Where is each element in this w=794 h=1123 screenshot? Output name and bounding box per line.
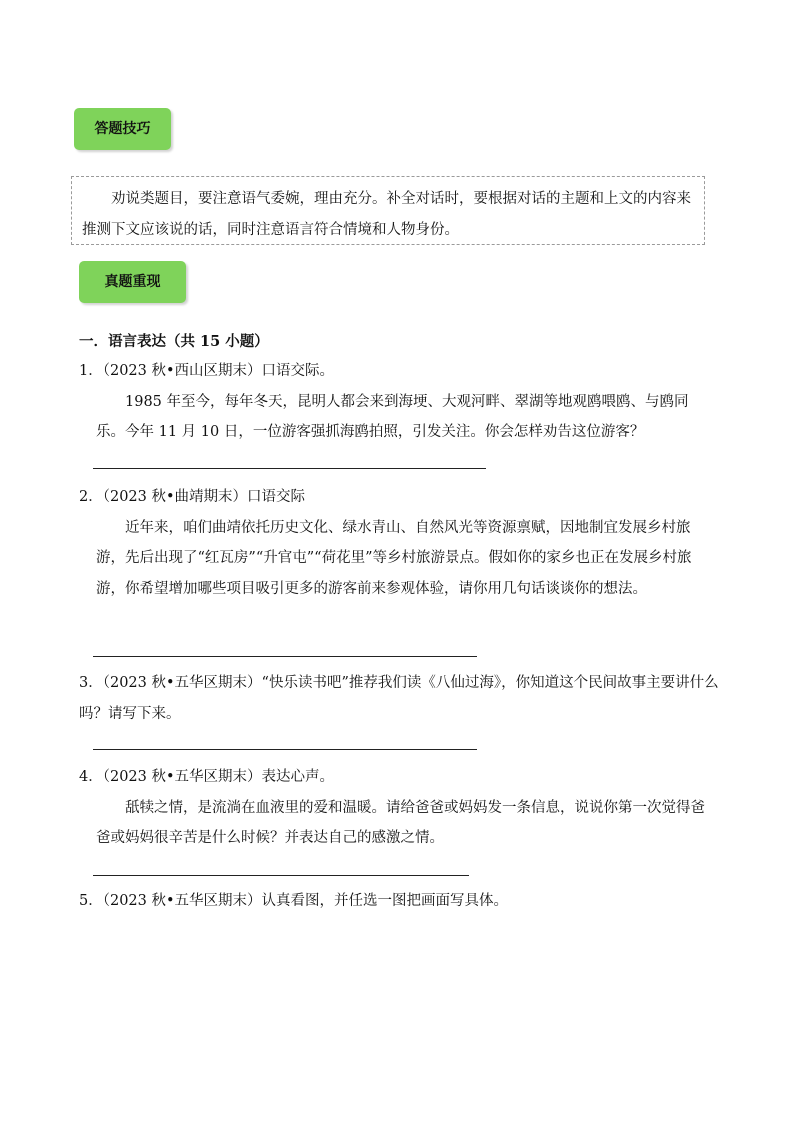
question-4 — [79, 762, 729, 854]
answer-line-2[interactable] — [93, 656, 477, 657]
tips-tag: 答题技巧 — [74, 108, 171, 150]
question-2-body: 近年来，咱们曲靖依托历史文化、绿水青山、自然风光等资源禀赋，因地制宜发展乡村旅游，先后出现了“红瓦房”“升官屯”“荷花里”等乡村旅游景点。假如你的家乡也正在发展乡村旅游，你希望增加哪些项目吸引更多的游客前来参观体验，请你用几句话谈谈你的想法。 — [96, 519, 692, 597]
answer-line-1[interactable] — [93, 468, 486, 469]
question-4-head: 4．（2023 秋•五华区期末）表达心声。 — [79, 769, 335, 785]
question-5-head: 5．（2023 秋•五华区期末）认真看图，并任选一图把画面写具体。 — [79, 893, 509, 909]
section-title: 一．语言表达（共 15 小题） — [79, 333, 269, 350]
question-2-head: 2．（2023 秋•曲靖期末）口语交际 — [79, 489, 306, 505]
question-4-body: 舐犊之情，是流淌在血液里的爱和温暖。请给爸爸或妈妈发一条信息，说说你第一次觉得爸爸或妈妈很辛苦是什么时候？并表达自己的感激之情。 — [96, 799, 705, 846]
question-1-body: 1985 年至今，每年冬天，昆明人都会来到海埂、大观河畔、翠湖等地观鸥喂鸥、与鸥同乐。今年 11 月 10 日，一位游客强抓海鸥拍照，引发关注。你会怎样劝告这位游客？ — [96, 393, 689, 440]
question-1-head: 1．（2023 秋•西山区期末）口语交际。 — [79, 363, 335, 379]
question-3-head: 3．（2023 秋•五华区期末）“快乐读书吧”推荐我们读《八仙过海》，你知道这个民间故事主要讲什么吗？请写下来。 — [79, 675, 719, 722]
question-5 — [79, 886, 729, 917]
answer-line-3[interactable] — [93, 749, 477, 750]
question-3 — [79, 668, 719, 729]
question-1 — [79, 356, 729, 448]
tips-box — [71, 176, 705, 245]
question-2 — [79, 482, 729, 604]
real-questions-tag: 真题重现 — [79, 261, 186, 303]
tips-text: 劝说类题目，要注意语气委婉，理由充分。补全对话时，要根据对话的主题和上文的内容来推测下文应该说的话，同时注意语言符合情境和人物身份。 — [82, 191, 691, 238]
answer-line-4[interactable] — [93, 875, 469, 876]
